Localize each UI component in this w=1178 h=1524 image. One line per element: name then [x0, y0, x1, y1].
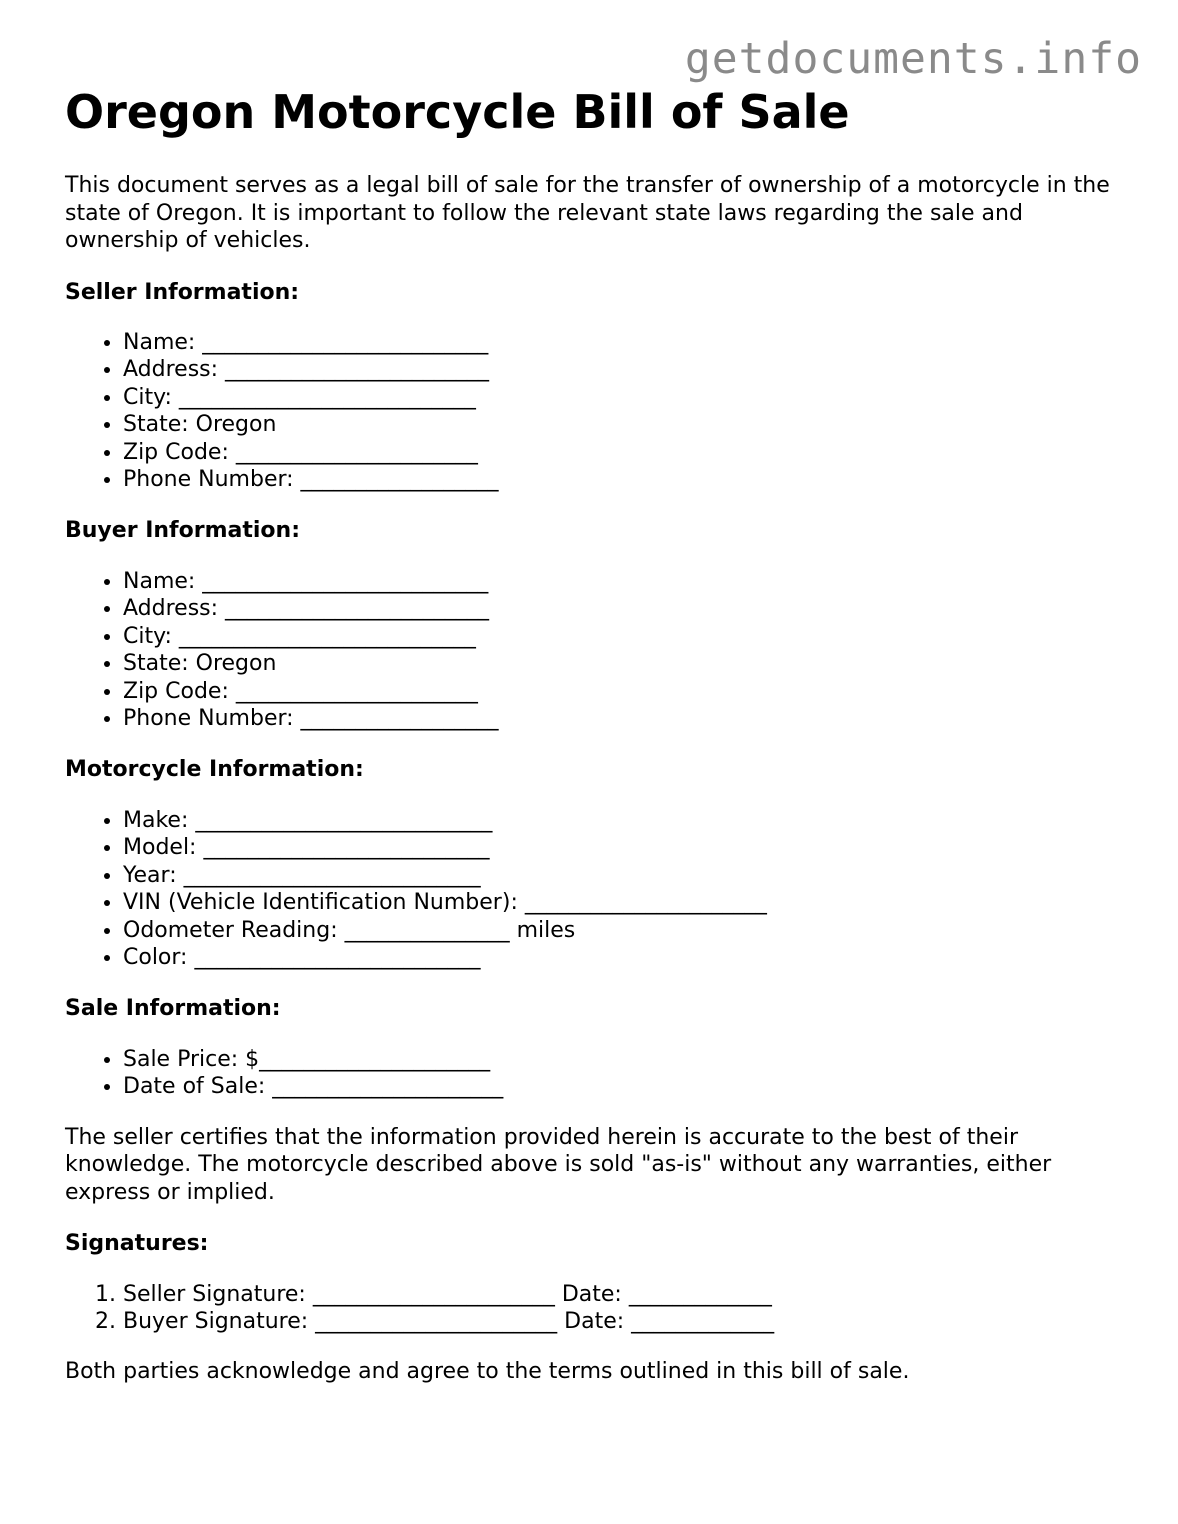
signatures-list: [65, 1281, 1125, 1336]
buyer-state-field: • State: Oregon: [123, 650, 1125, 677]
buyer-city-field: • City: ___________________________: [123, 623, 1125, 650]
seller-zip-field: • Zip Code: ______________________: [123, 439, 1125, 466]
sale-heading: Sale Information:: [65, 996, 281, 1022]
seller-heading: Seller Information:: [65, 279, 300, 305]
motorcycle-color-field: • Color: __________________________: [123, 944, 1125, 971]
seller-state-field: • State: Oregon: [123, 411, 1125, 438]
watermark: getdocuments.info: [684, 34, 1142, 84]
buyer-heading: Buyer Information:: [65, 518, 300, 544]
buyer-signature-line: 2. Buyer Signature: ______________________ Date: _____________: [123, 1308, 1125, 1335]
buyer-list: [65, 568, 1125, 732]
signatures-heading: Signatures:: [65, 1231, 209, 1257]
motorcycle-odometer-field: • Odometer Reading: _______________ miles: [123, 917, 1125, 944]
seller-signature-line: 1. Seller Signature: ______________________ Date: _____________: [123, 1281, 1125, 1308]
seller-name-field: • Name: __________________________: [123, 329, 1125, 356]
motorcycle-vin-field: • VIN (Vehicle Identification Number): ______________________: [123, 889, 1125, 916]
sale-date-field: • Date of Sale: _____________________: [123, 1073, 1125, 1100]
buyer-name-field: • Name: __________________________: [123, 568, 1125, 595]
motorcycle-model-field: • Model: __________________________: [123, 834, 1125, 861]
seller-phone-field: • Phone Number: __________________: [123, 466, 1125, 493]
closing-paragraph: Both parties acknowledge and agree to the terms outlined in this bill of sale.: [65, 1359, 910, 1385]
seller-city-field: • City: ___________________________: [123, 384, 1125, 411]
buyer-zip-field: • Zip Code: ______________________: [123, 678, 1125, 705]
buyer-phone-field: • Phone Number: __________________: [123, 705, 1125, 732]
motorcycle-make-field: • Make: ___________________________: [123, 807, 1125, 834]
document-body: [65, 86, 1125, 1386]
motorcycle-year-field: • Year: ___________________________: [123, 862, 1125, 889]
motorcycle-heading: Motorcycle Information:: [65, 757, 364, 783]
seller-address-field: • Address: ________________________: [123, 356, 1125, 383]
sale-price-field: • Sale Price: $_____________________: [123, 1046, 1125, 1073]
motorcycle-list: [65, 807, 1125, 971]
page-title: Oregon Motorcycle Bill of Sale: [65, 85, 850, 139]
sale-list: [65, 1046, 1125, 1101]
intro-paragraph: This document serves as a legal bill of sale for the transfer of ownership of a motorcycle in the state of Oregon. It is important to follow the relevant state laws regarding the sale and ownership of vehicles.: [65, 173, 1110, 253]
seller-list: [65, 329, 1125, 493]
buyer-address-field: • Address: ________________________: [123, 595, 1125, 622]
certification-paragraph: The seller certifies that the information provided herein is accurate to the best of their knowledge. The motorcycle described above is sold "as-is" without any warranties, either express or implied.: [65, 1124, 1052, 1205]
